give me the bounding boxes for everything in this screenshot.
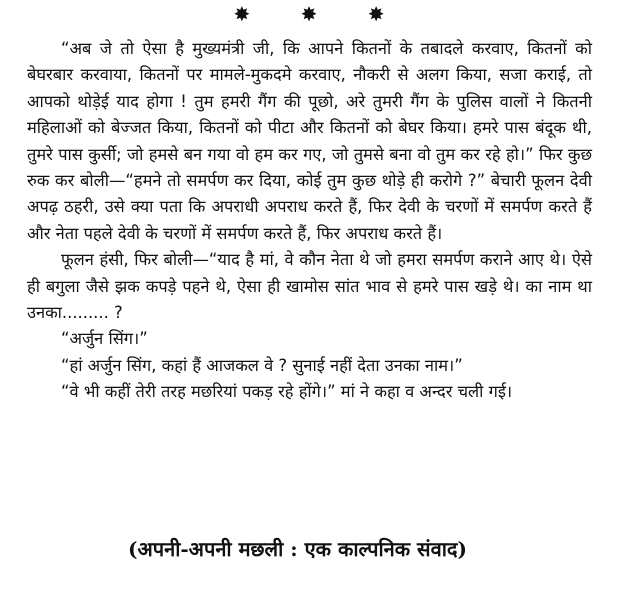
paragraph: “अब जे तो ऐसा है मुख्यमंत्री जी, कि आपने कितनों के तबादले करवाए, कितनों को बेघरबार करवाया, कितनों पर मामले-मुकदमे करवाए, नौकरी से अलग किया, सजा कराई, तो आपको थोड़ेई याद होगा ! तुम हमरी गैंग की पूछो, अरे तुमरी गैंग के पुलिस वालों ने कितनी महिलाओं को बेज्जत किया, कितनों को पीटा और कितनों को बेघर किया। हमरे पास बंदूक थी, तुमरे पास कुर्सी; जो हमसे बन गया वो हम कर गए, जो तुमसे बना वो तुम कर रहे हो।” फिर कुछ रुक कर बोली—“हमने तो समर्पण कर दिया, कोई तुम कुछ थोड़े ही करोगे ?” बेचारी फूलन देवी अपढ़ ठहरी, उसे क्या पता कि अपराधी अपराध करते हैं, फिर देवी के चरणों में समर्पण करते हैं और नेता पहले देवी के चरणों में समर्पण करते हैं, फिर अपराध करते हैं। [27, 39, 592, 243]
paragraph: फूलन हंसी, फिर बोली—“याद है मां, वे कौन नेता थे जो हमरा समर्पण कराने आए थे। ऐसे ही बगुला जैसे झक कपड़े पहने थे, ऐसा ही खामोस सांत भाव से हमरे पास खड़े थे। का नाम था उनका......... ? [27, 250, 592, 323]
paragraph: “वे भी कहीं तेरी तरह मछरियां पकड़ रहे होंगे।” मां ने कहा व अन्दर चली गई। [61, 382, 513, 402]
star-icon: ✸ [300, 2, 318, 26]
section-separator [0, 2, 618, 26]
paragraph: “हां अर्जुन सिंग, कहां हैं आजकल वे ? सुनाई नहीं देता उनका नाम।” [61, 355, 463, 375]
paragraph: “अर्जुन सिंग।” [61, 329, 148, 349]
article-body [27, 36, 592, 406]
star-icon: ✸ [367, 2, 385, 26]
article-title: (अपनी-अपनी मछली : एक काल्पनिक संवाद) [128, 537, 467, 561]
star-icon: ✸ [233, 2, 251, 26]
